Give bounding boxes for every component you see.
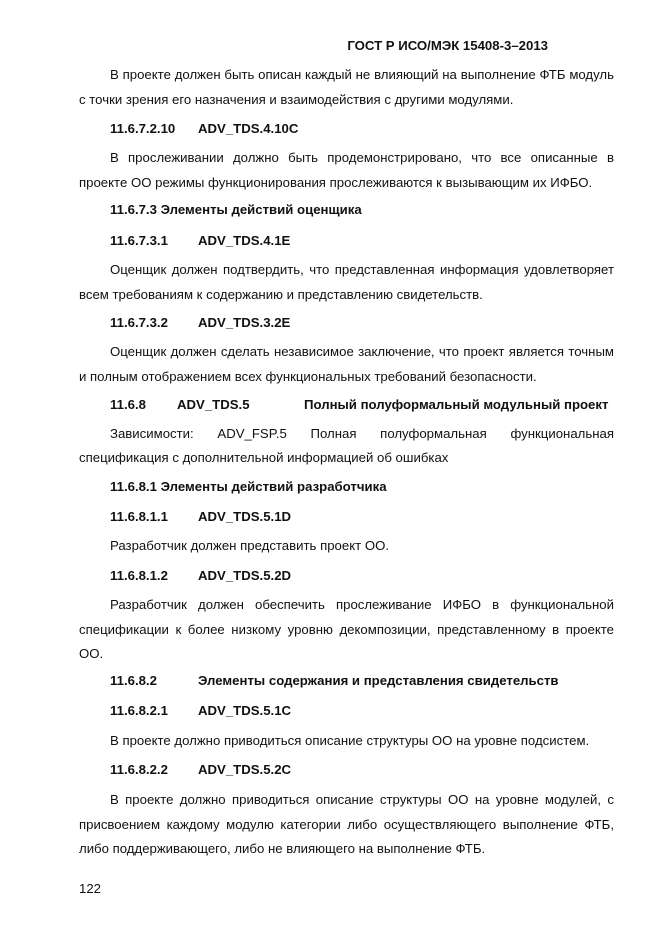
- section-heading: 11.6.7.3 Элементы действий оценщика: [110, 202, 362, 217]
- document-header: ГОСТ Р ИСО/МЭК 15408-3–2013: [347, 38, 548, 53]
- section-number: 11.6.8.2.1: [110, 703, 168, 718]
- section-number: 11.6.8.1.2: [110, 568, 168, 583]
- section-title: ADV_TDS.5.1D: [198, 509, 292, 524]
- section-code: ADV_TDS.5: [177, 397, 250, 412]
- paragraph: Оценщик должен сделать независимое заключение, что проект является точным и полным отображением всех функциональных требований безопасности.: [79, 344, 614, 384]
- page-number: 122: [79, 881, 102, 896]
- section-heading: [79, 669, 645, 694]
- paragraph-line: спецификация с дополнительной информацией об ошибках: [79, 450, 449, 465]
- section-heading: [79, 564, 645, 589]
- section-heading: [79, 117, 645, 142]
- paragraph: В проекте должно приводиться описание структуры ОО на уровне подсистем.: [110, 733, 590, 748]
- section-heading: [79, 311, 645, 336]
- section-number: 11.6.8.1.1: [110, 509, 168, 524]
- paragraph: В проекте должен быть описан каждый не влияющий на выполнение ФТБ модуль с точки зрения его назначения и взаимодействия с другими модулями.: [79, 67, 614, 107]
- section-heading: [79, 393, 645, 418]
- section-number: 11.6.8: [110, 397, 146, 412]
- paragraph: В проекте должно приводиться описание структуры ОО на уровне модулей, с присвоением каждому модулю категории либо осуществляющего выполнение ФТБ, либо поддерживающего, либо не влияющего на выполнение ФТБ.: [79, 792, 614, 856]
- paragraph: Разработчик должен представить проект ОО.: [110, 538, 390, 553]
- section-heading: [79, 505, 645, 530]
- paragraph: Разработчик должен обеспечить прослеживание ИФБО в функциональной спецификации к более низкому уровню декомпозиции, представленному в проекте ОО.: [79, 597, 614, 661]
- section-heading: [79, 758, 645, 783]
- section-number: 11.6.7.3.2: [110, 315, 168, 330]
- paragraph: Оценщик должен подтвердить, что представленная информация удовлетворяет всем требованиям к содержанию и представлению свидетельств.: [79, 262, 614, 302]
- paragraph: В прослеживании должно быть продемонстрировано, что все описанные в проекте ОО режимы функционирования прослеживаются к вызывающим их ИФБО.: [79, 150, 614, 190]
- section-title: Полный полуформальный модульный проект: [304, 397, 609, 412]
- section-title: Элементы содержания и представления свидетельств: [198, 673, 559, 688]
- section-heading: [79, 229, 645, 254]
- section-number: 11.6.7.2.10: [110, 121, 176, 136]
- section-title: ADV_TDS.4.1E: [198, 233, 291, 248]
- section-heading: [79, 699, 645, 724]
- section-number: 11.6.8.2: [110, 673, 157, 688]
- section-number: 11.6.8.2.2: [110, 762, 168, 777]
- section-title: ADV_TDS.3.2E: [198, 315, 291, 330]
- section-title: ADV_TDS.5.1C: [198, 703, 292, 718]
- paragraph-line: Зависимости: ADV_FSP.5 Полная полуформальная функциональная: [110, 426, 614, 441]
- section-title: ADV_TDS.5.2C: [198, 762, 292, 777]
- section-number: 11.6.7.3.1: [110, 233, 168, 248]
- section-title: ADV_TDS.4.10C: [198, 121, 299, 136]
- section-heading: 11.6.8.1 Элементы действий разработчика: [110, 479, 387, 494]
- section-title: ADV_TDS.5.2D: [198, 568, 292, 583]
